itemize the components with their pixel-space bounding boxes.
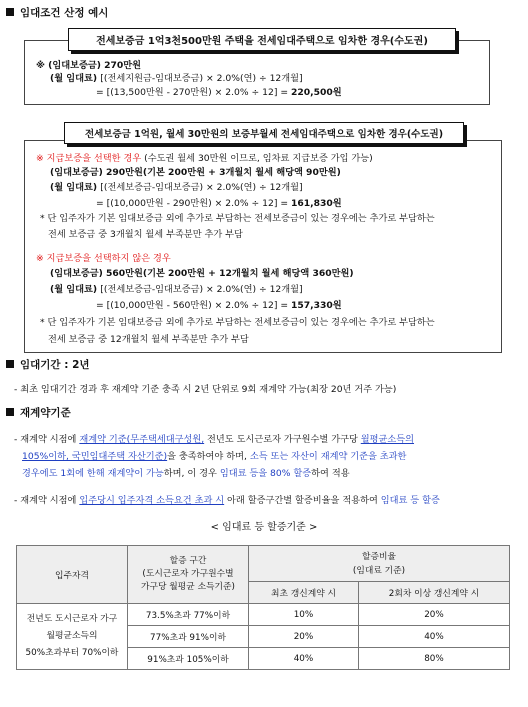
lease-period-text: - 최초 임대기간 경과 후 재계약 기준 충족 시 2년 단위로 9회 재계약 가능(최장 20년 거주 가능) <box>14 384 397 395</box>
t: 전년도 도시근로자 가구원수별 가구당 <box>204 434 361 445</box>
ex1-result: 220,500원 <box>290 87 342 98</box>
ex1-formula: [(전세지원금-임대보증금) × 2.0%(연) ÷ 12개월] <box>100 73 303 84</box>
ex2a-formula: [(전세보증금-임대보증금) × 2.0%(연) ÷ 12개월] <box>100 182 303 193</box>
ex2a-deposit: (임대보증금) 290만원(기본 200만원 + 3개월치 월세 해당액 90만원) <box>50 167 341 178</box>
range-cell: 77%초과 91%이하 <box>128 626 249 648</box>
ex2a-rent-formula <box>50 179 303 193</box>
section-heading-examples <box>6 5 108 20</box>
ex2b-note-1: * 단 입주자가 기본 임대보증금 외에 추가로 부담하는 전세보증금이 있는 경우에는 추가로 부담하는 <box>40 317 435 328</box>
header-qualification: 입주자격 <box>17 546 128 604</box>
ex2a-heading-rest: (수도권 월세 30만원 이므로, 임차료 지급보증 가입 가능) <box>141 153 373 164</box>
ex2a-note-2: 전세 보증금 중 3개월치 월세 부족분만 추가 부담 <box>48 229 243 240</box>
example-title-2: 전세보증금 1억원, 월세 30만원의 보증부월세 전세임대주택으로 임차한 경우(수도권) <box>64 122 464 144</box>
section-title: 재계약기준 <box>20 407 71 419</box>
qual-line-3: 50%초과부터 70%이하 <box>25 648 119 658</box>
second-rate-cell: 40% <box>358 626 509 648</box>
table-row <box>17 604 510 626</box>
second-rate-cell: 80% <box>358 648 509 670</box>
ex1-rent-calc <box>96 84 342 98</box>
square-bullet-icon <box>6 408 14 416</box>
first-rate-cell: 10% <box>249 604 359 626</box>
square-bullet-icon <box>6 360 14 368</box>
surcharge-80-text: 임대료 등을 80% 할증 <box>219 468 312 479</box>
first-rate-cell: 20% <box>249 626 359 648</box>
ex1-rent-label: (월 임대료) <box>50 73 101 84</box>
t: - 재계약 시점에 <box>14 434 80 445</box>
exceed-text: 소득 또는 자산이 재계약 기준을 초과한 <box>249 451 407 462</box>
ex2b-heading: ※ 지급보증을 선택하지 않은 경우 <box>36 253 171 264</box>
t: 하여 적용 <box>311 468 350 479</box>
ex1-deposit: ※ (임대보증금) 270만원 <box>36 60 142 71</box>
ex2b-calc: = [(10,000만원 - 560만원) × 2.0% ÷ 12] = <box>96 300 291 311</box>
first-rate-cell: 40% <box>249 648 359 670</box>
ex2b-rent-calc <box>96 297 342 311</box>
header-range-sub2: 가구당 월평균 소득기준) <box>140 582 235 592</box>
ex1-rent-formula <box>50 70 303 84</box>
qualification-cell <box>17 604 128 670</box>
asset-criteria: 105%이하, 국민임대주택 자산기준) <box>22 451 168 462</box>
example-title-1: 전세보증금 1억3천500만원 주택을 전세임대주택으로 임차한 경우(수도권) <box>68 28 456 51</box>
renewal-para-2 <box>14 492 440 506</box>
header-second-renewal: 2회차 이상 갱신계약 시 <box>358 582 509 604</box>
ex1-calc: = [(13,500만원 - 270만원) × 2.0% ÷ 12] = <box>96 87 291 98</box>
ex2a-note-1: * 단 입주자가 기본 임대보증금 외에 추가로 부담하는 전세보증금이 있는 경우에는 추가로 부담하는 <box>40 213 435 224</box>
section-title: 임대조건 산정 예시 <box>20 7 109 19</box>
ex2b-formula: [(전세보증금-임대보증금) × 2.0%(연) ÷ 12개월] <box>100 284 303 295</box>
section-heading-renewal <box>6 405 71 420</box>
renewal-para-1-line-2 <box>22 448 406 462</box>
ex2b-rent-label: (월 임대료) <box>50 284 101 295</box>
qual-line-1: 전년도 도시근로자 가구 <box>26 614 118 624</box>
income-exceed-link: 입주당시 입주자격 소득요건 초과 시 <box>79 495 225 506</box>
ex2a-rent-label: (월 임대료) <box>50 182 101 193</box>
square-bullet-icon <box>6 8 14 16</box>
renewal-criteria-link: 재계약 기준(무주택세대구성원, <box>79 434 205 445</box>
header-first-renewal: 최초 갱신계약 시 <box>249 582 359 604</box>
ex2a-rent-calc <box>96 195 342 209</box>
ex2b-deposit: (임대보증금) 560만원(기본 200만원 + 12개월치 월세 해당액 360만원) <box>50 268 354 279</box>
table-caption: < 임대료 등 할증기준 > <box>210 522 318 533</box>
ex2a-heading-red: ※ 지급보증을 선택한 경우 <box>36 153 142 164</box>
t: 을 충족하여야 하며, <box>167 451 250 462</box>
ex2b-note-2: 전세 보증금 중 12개월치 월세 부족분만 추가 부담 <box>48 334 249 345</box>
header-rate <box>249 546 510 582</box>
t: 아래 할증구간별 할증비율을 적용하여 <box>224 495 381 506</box>
header-range-title: 할증 구간 <box>169 556 207 566</box>
qual-line-2: 월평균소득의 <box>46 631 98 641</box>
income-criteria: 월평균소득의 <box>360 434 415 445</box>
header-rate-sub: (임대료 기준) <box>352 565 406 576</box>
range-cell: 91%초과 105%이하 <box>128 648 249 670</box>
second-rate-cell: 20% <box>358 604 509 626</box>
ex2a-heading <box>36 150 373 164</box>
renewal-para-1-line-1 <box>14 431 414 445</box>
range-cell: 73.5%초과 77%이하 <box>128 604 249 626</box>
surcharge-table <box>16 545 510 670</box>
t: - 재계약 시점에 <box>14 495 80 506</box>
header-rate-title: 할증비율 <box>362 551 396 562</box>
t: 하며, 이 경우 <box>163 468 220 479</box>
header-range <box>128 546 249 604</box>
renewal-para-1-line-3 <box>22 465 350 479</box>
ex2a-result: 161,830원 <box>290 198 342 209</box>
surcharge-text: 임대료 등 할증 <box>380 495 440 506</box>
ex2b-result: 157,330원 <box>290 300 342 311</box>
section-title: 임대기간 : 2년 <box>20 359 90 371</box>
ex2b-rent-formula <box>50 281 303 295</box>
header-range-sub1: (도시근로자 가구원수별 <box>142 569 234 579</box>
section-heading-lease-period <box>6 357 90 372</box>
once-renewal-text: 경우에도 1회에 한해 재계약이 가능 <box>22 468 164 479</box>
ex2a-calc: = [(10,000만원 - 290만원) × 2.0% ÷ 12] = <box>96 198 291 209</box>
